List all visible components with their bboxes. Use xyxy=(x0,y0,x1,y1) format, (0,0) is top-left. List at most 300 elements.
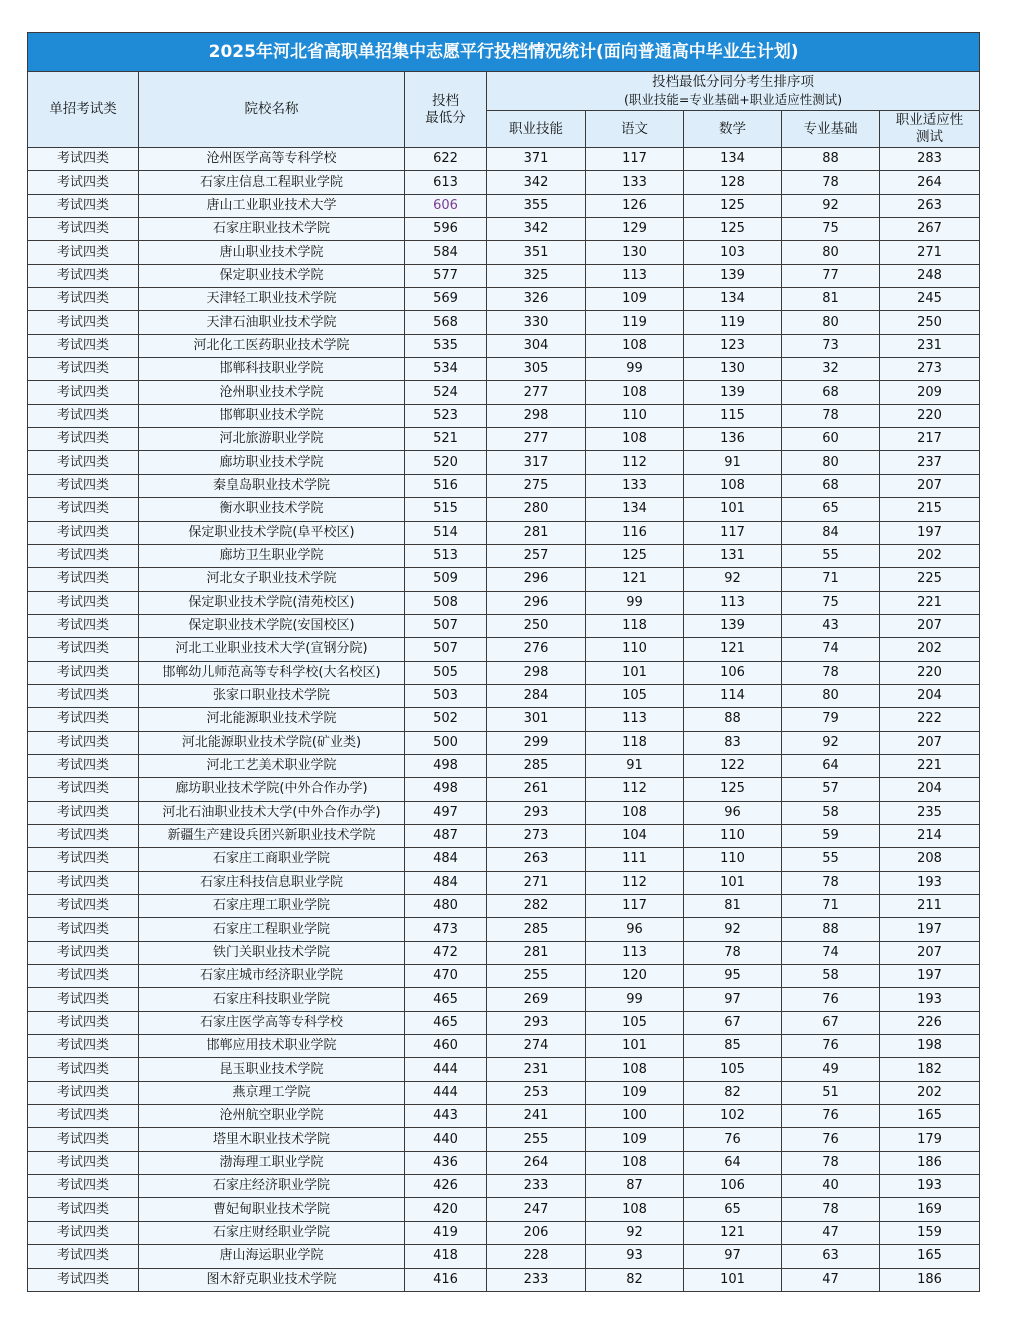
cell-min-score: 436 xyxy=(405,1151,487,1174)
cell-category: 考试四类 xyxy=(28,1105,139,1128)
cell-adapt: 231 xyxy=(880,334,980,357)
cell-basic: 43 xyxy=(782,614,880,637)
cell-chinese: 120 xyxy=(586,965,684,988)
cell-basic: 84 xyxy=(782,521,880,544)
cell-min-score: 613 xyxy=(405,171,487,194)
header-math: 数学 xyxy=(684,111,782,148)
table-row xyxy=(28,801,980,824)
header-min-score: 投档 最低分 xyxy=(405,72,487,148)
cell-school: 廊坊卫生职业学院 xyxy=(139,544,405,567)
cell-adapt: 193 xyxy=(880,871,980,894)
cell-skill: 285 xyxy=(487,918,586,941)
cell-skill: 271 xyxy=(487,871,586,894)
cell-school: 石家庄工程职业学院 xyxy=(139,918,405,941)
cell-min-score: 503 xyxy=(405,684,487,707)
cell-category: 考试四类 xyxy=(28,918,139,941)
cell-basic: 80 xyxy=(782,684,880,707)
cell-adapt: 202 xyxy=(880,544,980,567)
cell-math: 108 xyxy=(684,474,782,497)
cell-adapt: 248 xyxy=(880,264,980,287)
cell-basic: 59 xyxy=(782,824,880,847)
cell-math: 101 xyxy=(684,498,782,521)
cell-math: 95 xyxy=(684,965,782,988)
cell-math: 115 xyxy=(684,404,782,427)
cell-school: 邯郸职业技术学院 xyxy=(139,404,405,427)
cell-school: 石家庄财经职业学院 xyxy=(139,1221,405,1244)
table-row xyxy=(28,895,980,918)
table-row xyxy=(28,965,980,988)
cell-category: 考试四类 xyxy=(28,941,139,964)
cell-skill: 326 xyxy=(487,288,586,311)
table-row xyxy=(28,358,980,381)
table-row xyxy=(28,1011,980,1034)
cell-adapt: 211 xyxy=(880,895,980,918)
cell-category: 考试四类 xyxy=(28,451,139,474)
cell-basic: 76 xyxy=(782,988,880,1011)
cell-category: 考试四类 xyxy=(28,591,139,614)
cell-school: 石家庄科技信息职业学院 xyxy=(139,871,405,894)
cell-chinese: 126 xyxy=(586,194,684,217)
cell-chinese: 100 xyxy=(586,1105,684,1128)
cell-category: 考试四类 xyxy=(28,614,139,637)
cell-basic: 81 xyxy=(782,288,880,311)
cell-min-score: 444 xyxy=(405,1058,487,1081)
cell-adapt: 198 xyxy=(880,1035,980,1058)
table-row xyxy=(28,1221,980,1244)
cell-skill: 285 xyxy=(487,754,586,777)
cell-school: 图木舒克职业技术学院 xyxy=(139,1268,405,1291)
cell-min-score: 596 xyxy=(405,218,487,241)
cell-school: 保定职业技术学院(清苑校区) xyxy=(139,591,405,614)
cell-chinese: 108 xyxy=(586,1151,684,1174)
cell-basic: 92 xyxy=(782,194,880,217)
cell-chinese: 109 xyxy=(586,1081,684,1104)
cell-skill: 280 xyxy=(487,498,586,521)
cell-basic: 73 xyxy=(782,334,880,357)
cell-min-score: 516 xyxy=(405,474,487,497)
cell-min-score: 577 xyxy=(405,264,487,287)
cell-category: 考试四类 xyxy=(28,1268,139,1291)
cell-chinese: 112 xyxy=(586,778,684,801)
cell-skill: 269 xyxy=(487,988,586,1011)
table-row xyxy=(28,1081,980,1104)
cell-skill: 274 xyxy=(487,1035,586,1058)
table-row xyxy=(28,1128,980,1151)
cell-category: 考试四类 xyxy=(28,895,139,918)
cell-adapt: 186 xyxy=(880,1268,980,1291)
cell-chinese: 104 xyxy=(586,824,684,847)
table-row xyxy=(28,731,980,754)
cell-min-score: 416 xyxy=(405,1268,487,1291)
cell-skill: 296 xyxy=(487,568,586,591)
cell-min-score: 502 xyxy=(405,708,487,731)
cell-math: 122 xyxy=(684,754,782,777)
cell-basic: 78 xyxy=(782,171,880,194)
cell-math: 81 xyxy=(684,895,782,918)
cell-basic: 55 xyxy=(782,848,880,871)
cell-skill: 293 xyxy=(487,1011,586,1034)
cell-school: 沧州医学高等专科学校 xyxy=(139,148,405,171)
cell-math: 123 xyxy=(684,334,782,357)
cell-category: 考试四类 xyxy=(28,334,139,357)
cell-min-score: 470 xyxy=(405,965,487,988)
cell-skill: 228 xyxy=(487,1245,586,1268)
cell-chinese: 130 xyxy=(586,241,684,264)
cell-category: 考试四类 xyxy=(28,848,139,871)
cell-school: 河北能源职业技术学院(矿业类) xyxy=(139,731,405,754)
table-row xyxy=(28,708,980,731)
cell-math: 134 xyxy=(684,148,782,171)
cell-category: 考试四类 xyxy=(28,661,139,684)
cell-category: 考试四类 xyxy=(28,778,139,801)
cell-math: 113 xyxy=(684,591,782,614)
cell-category: 考试四类 xyxy=(28,708,139,731)
cell-school: 沧州航空职业学院 xyxy=(139,1105,405,1128)
cell-chinese: 117 xyxy=(586,895,684,918)
table-row xyxy=(28,381,980,404)
cell-math: 101 xyxy=(684,1268,782,1291)
cell-math: 76 xyxy=(684,1128,782,1151)
cell-basic: 88 xyxy=(782,918,880,941)
table-row xyxy=(28,1105,980,1128)
cell-min-score: 508 xyxy=(405,591,487,614)
cell-min-score: 513 xyxy=(405,544,487,567)
cell-skill: 206 xyxy=(487,1221,586,1244)
cell-school: 张家口职业技术学院 xyxy=(139,684,405,707)
cell-skill: 281 xyxy=(487,521,586,544)
cell-min-score: 472 xyxy=(405,941,487,964)
cell-category: 考试四类 xyxy=(28,264,139,287)
cell-category: 考试四类 xyxy=(28,474,139,497)
cell-chinese: 117 xyxy=(586,148,684,171)
cell-school: 曹妃甸职业技术学院 xyxy=(139,1198,405,1221)
cell-basic: 47 xyxy=(782,1221,880,1244)
cell-category: 考试四类 xyxy=(28,568,139,591)
table-row xyxy=(28,334,980,357)
cell-min-score: 484 xyxy=(405,871,487,894)
cell-adapt: 204 xyxy=(880,778,980,801)
cell-min-score: 419 xyxy=(405,1221,487,1244)
table-row xyxy=(28,824,980,847)
cell-min-score: 444 xyxy=(405,1081,487,1104)
cell-math: 139 xyxy=(684,381,782,404)
cell-chinese: 96 xyxy=(586,918,684,941)
cell-chinese: 99 xyxy=(586,988,684,1011)
cell-school: 渤海理工职业学院 xyxy=(139,1151,405,1174)
cell-chinese: 105 xyxy=(586,1011,684,1034)
cell-chinese: 108 xyxy=(586,1198,684,1221)
cell-math: 139 xyxy=(684,264,782,287)
cell-adapt: 226 xyxy=(880,1011,980,1034)
cell-school: 秦皇岛职业技术学院 xyxy=(139,474,405,497)
cell-math: 97 xyxy=(684,1245,782,1268)
cell-basic: 58 xyxy=(782,965,880,988)
cell-chinese: 133 xyxy=(586,474,684,497)
cell-math: 82 xyxy=(684,1081,782,1104)
cell-category: 考试四类 xyxy=(28,1198,139,1221)
header-tiebreak-title: 投档最低分同分考生排序项 xyxy=(652,74,815,90)
cell-adapt: 204 xyxy=(880,684,980,707)
cell-school: 保定职业技术学院 xyxy=(139,264,405,287)
cell-category: 考试四类 xyxy=(28,754,139,777)
table-row xyxy=(28,568,980,591)
cell-min-score: 500 xyxy=(405,731,487,754)
cell-basic: 78 xyxy=(782,404,880,427)
cell-skill: 233 xyxy=(487,1175,586,1198)
table-row xyxy=(28,918,980,941)
cell-skill: 233 xyxy=(487,1268,586,1291)
cell-category: 考试四类 xyxy=(28,311,139,334)
cell-min-score: 568 xyxy=(405,311,487,334)
cell-school: 保定职业技术学院(阜平校区) xyxy=(139,521,405,544)
cell-min-score: 606 xyxy=(405,194,487,217)
cell-skill: 282 xyxy=(487,895,586,918)
cell-skill: 342 xyxy=(487,218,586,241)
cell-school: 石家庄科技职业学院 xyxy=(139,988,405,1011)
cell-basic: 75 xyxy=(782,591,880,614)
cell-math: 88 xyxy=(684,708,782,731)
cell-math: 119 xyxy=(684,311,782,334)
cell-math: 128 xyxy=(684,171,782,194)
cell-adapt: 214 xyxy=(880,824,980,847)
cell-chinese: 91 xyxy=(586,754,684,777)
table-row xyxy=(28,871,980,894)
cell-basic: 67 xyxy=(782,1011,880,1034)
cell-adapt: 186 xyxy=(880,1151,980,1174)
cell-chinese: 109 xyxy=(586,1128,684,1151)
cell-basic: 76 xyxy=(782,1105,880,1128)
cell-chinese: 82 xyxy=(586,1268,684,1291)
cell-min-score: 460 xyxy=(405,1035,487,1058)
cell-chinese: 101 xyxy=(586,1035,684,1058)
cell-category: 考试四类 xyxy=(28,148,139,171)
cell-school: 河北工业职业技术大学(宣钢分院) xyxy=(139,638,405,661)
header-skill: 职业技能 xyxy=(487,111,586,148)
cell-adapt: 207 xyxy=(880,474,980,497)
cell-min-score: 465 xyxy=(405,988,487,1011)
cell-school: 保定职业技术学院(安国校区) xyxy=(139,614,405,637)
table-row xyxy=(28,1198,980,1221)
header-category: 单招考试类 xyxy=(28,72,139,148)
table-row xyxy=(28,1151,980,1174)
cell-adapt: 217 xyxy=(880,428,980,451)
cell-category: 考试四类 xyxy=(28,544,139,567)
cell-math: 67 xyxy=(684,1011,782,1034)
cell-chinese: 108 xyxy=(586,334,684,357)
cell-chinese: 99 xyxy=(586,358,684,381)
cell-adapt: 165 xyxy=(880,1245,980,1268)
cell-math: 134 xyxy=(684,288,782,311)
cell-math: 110 xyxy=(684,824,782,847)
cell-category: 考试四类 xyxy=(28,428,139,451)
header-school: 院校名称 xyxy=(139,72,405,148)
cell-chinese: 129 xyxy=(586,218,684,241)
cell-category: 考试四类 xyxy=(28,988,139,1011)
table-row xyxy=(28,498,980,521)
cell-skill: 342 xyxy=(487,171,586,194)
cell-min-score: 487 xyxy=(405,824,487,847)
cell-chinese: 116 xyxy=(586,521,684,544)
cell-min-score: 509 xyxy=(405,568,487,591)
cell-chinese: 112 xyxy=(586,871,684,894)
cell-chinese: 113 xyxy=(586,264,684,287)
table-row xyxy=(28,404,980,427)
cell-skill: 275 xyxy=(487,474,586,497)
table-row xyxy=(28,684,980,707)
cell-chinese: 133 xyxy=(586,171,684,194)
cell-basic: 49 xyxy=(782,1058,880,1081)
cell-category: 考试四类 xyxy=(28,241,139,264)
cell-math: 125 xyxy=(684,778,782,801)
table-row xyxy=(28,1175,980,1198)
cell-adapt: 221 xyxy=(880,754,980,777)
cell-category: 考试四类 xyxy=(28,194,139,217)
cell-chinese: 112 xyxy=(586,451,684,474)
cell-school: 河北女子职业技术学院 xyxy=(139,568,405,591)
cell-math: 114 xyxy=(684,684,782,707)
table-body xyxy=(28,148,980,1292)
cell-skill: 355 xyxy=(487,194,586,217)
table-row xyxy=(28,661,980,684)
cell-category: 考试四类 xyxy=(28,965,139,988)
cell-basic: 78 xyxy=(782,1198,880,1221)
cell-math: 139 xyxy=(684,614,782,637)
cell-basic: 78 xyxy=(782,661,880,684)
cell-category: 考试四类 xyxy=(28,381,139,404)
cell-skill: 261 xyxy=(487,778,586,801)
cell-math: 121 xyxy=(684,1221,782,1244)
cell-math: 102 xyxy=(684,1105,782,1128)
cell-adapt: 197 xyxy=(880,965,980,988)
cell-chinese: 125 xyxy=(586,544,684,567)
cell-basic: 88 xyxy=(782,148,880,171)
cell-adapt: 159 xyxy=(880,1221,980,1244)
admission-table xyxy=(27,32,980,1292)
cell-math: 136 xyxy=(684,428,782,451)
cell-school: 新疆生产建设兵团兴新职业技术学院 xyxy=(139,824,405,847)
cell-basic: 75 xyxy=(782,218,880,241)
cell-basic: 47 xyxy=(782,1268,880,1291)
cell-math: 117 xyxy=(684,521,782,544)
table-row xyxy=(28,544,980,567)
cell-skill: 317 xyxy=(487,451,586,474)
table-row xyxy=(28,194,980,217)
cell-adapt: 207 xyxy=(880,941,980,964)
cell-skill: 257 xyxy=(487,544,586,567)
table-row xyxy=(28,988,980,1011)
table-row xyxy=(28,218,980,241)
cell-min-score: 484 xyxy=(405,848,487,871)
cell-basic: 77 xyxy=(782,264,880,287)
cell-basic: 80 xyxy=(782,241,880,264)
cell-school: 河北工艺美术职业学院 xyxy=(139,754,405,777)
cell-school: 唐山海运职业学院 xyxy=(139,1245,405,1268)
cell-basic: 55 xyxy=(782,544,880,567)
cell-skill: 293 xyxy=(487,801,586,824)
cell-chinese: 87 xyxy=(586,1175,684,1198)
cell-category: 考试四类 xyxy=(28,1151,139,1174)
cell-basic: 60 xyxy=(782,428,880,451)
cell-basic: 71 xyxy=(782,895,880,918)
cell-skill: 255 xyxy=(487,965,586,988)
cell-math: 130 xyxy=(684,358,782,381)
cell-chinese: 108 xyxy=(586,381,684,404)
cell-adapt: 221 xyxy=(880,591,980,614)
cell-math: 91 xyxy=(684,451,782,474)
header-chinese: 语文 xyxy=(586,111,684,148)
cell-basic: 76 xyxy=(782,1035,880,1058)
cell-basic: 40 xyxy=(782,1175,880,1198)
cell-school: 邯郸应用技术职业学院 xyxy=(139,1035,405,1058)
cell-adapt: 182 xyxy=(880,1058,980,1081)
cell-math: 110 xyxy=(684,848,782,871)
cell-adapt: 235 xyxy=(880,801,980,824)
cell-school: 石家庄经济职业学院 xyxy=(139,1175,405,1198)
cell-skill: 330 xyxy=(487,311,586,334)
cell-chinese: 113 xyxy=(586,941,684,964)
header-tiebreak-sub: (职业技能=专业基础+职业适应性测试) xyxy=(623,92,843,107)
cell-math: 83 xyxy=(684,731,782,754)
cell-adapt: 264 xyxy=(880,171,980,194)
cell-chinese: 108 xyxy=(586,428,684,451)
table-row xyxy=(28,171,980,194)
table-row xyxy=(28,241,980,264)
cell-skill: 241 xyxy=(487,1105,586,1128)
cell-chinese: 118 xyxy=(586,731,684,754)
cell-min-score: 498 xyxy=(405,778,487,801)
table-title: 2025年河北省高职单招集中志愿平行投档情况统计(面向普通高中毕业生计划) xyxy=(28,33,980,72)
cell-category: 考试四类 xyxy=(28,731,139,754)
cell-skill: 277 xyxy=(487,381,586,404)
cell-adapt: 245 xyxy=(880,288,980,311)
cell-min-score: 465 xyxy=(405,1011,487,1034)
cell-school: 石家庄工商职业学院 xyxy=(139,848,405,871)
cell-category: 考试四类 xyxy=(28,288,139,311)
cell-math: 96 xyxy=(684,801,782,824)
cell-school: 河北旅游职业学院 xyxy=(139,428,405,451)
cell-skill: 296 xyxy=(487,591,586,614)
cell-math: 64 xyxy=(684,1151,782,1174)
cell-school: 唐山职业技术学院 xyxy=(139,241,405,264)
cell-chinese: 113 xyxy=(586,708,684,731)
cell-min-score: 418 xyxy=(405,1245,487,1268)
cell-chinese: 119 xyxy=(586,311,684,334)
cell-basic: 74 xyxy=(782,941,880,964)
cell-skill: 305 xyxy=(487,358,586,381)
cell-school: 河北能源职业技术学院 xyxy=(139,708,405,731)
cell-basic: 78 xyxy=(782,1151,880,1174)
cell-category: 考试四类 xyxy=(28,801,139,824)
header-basic: 专业基础 xyxy=(782,111,880,148)
table-row xyxy=(28,148,980,171)
cell-school: 燕京理工学院 xyxy=(139,1081,405,1104)
cell-category: 考试四类 xyxy=(28,1081,139,1104)
table-row xyxy=(28,848,980,871)
cell-skill: 304 xyxy=(487,334,586,357)
cell-math: 125 xyxy=(684,218,782,241)
cell-chinese: 118 xyxy=(586,614,684,637)
table-row xyxy=(28,311,980,334)
header-adapt: 职业适应性 测试 xyxy=(880,111,980,148)
cell-skill: 273 xyxy=(487,824,586,847)
cell-min-score: 498 xyxy=(405,754,487,777)
cell-skill: 231 xyxy=(487,1058,586,1081)
cell-min-score: 497 xyxy=(405,801,487,824)
cell-category: 考试四类 xyxy=(28,1245,139,1268)
cell-min-score: 473 xyxy=(405,918,487,941)
cell-chinese: 101 xyxy=(586,661,684,684)
cell-school: 昆玉职业技术学院 xyxy=(139,1058,405,1081)
